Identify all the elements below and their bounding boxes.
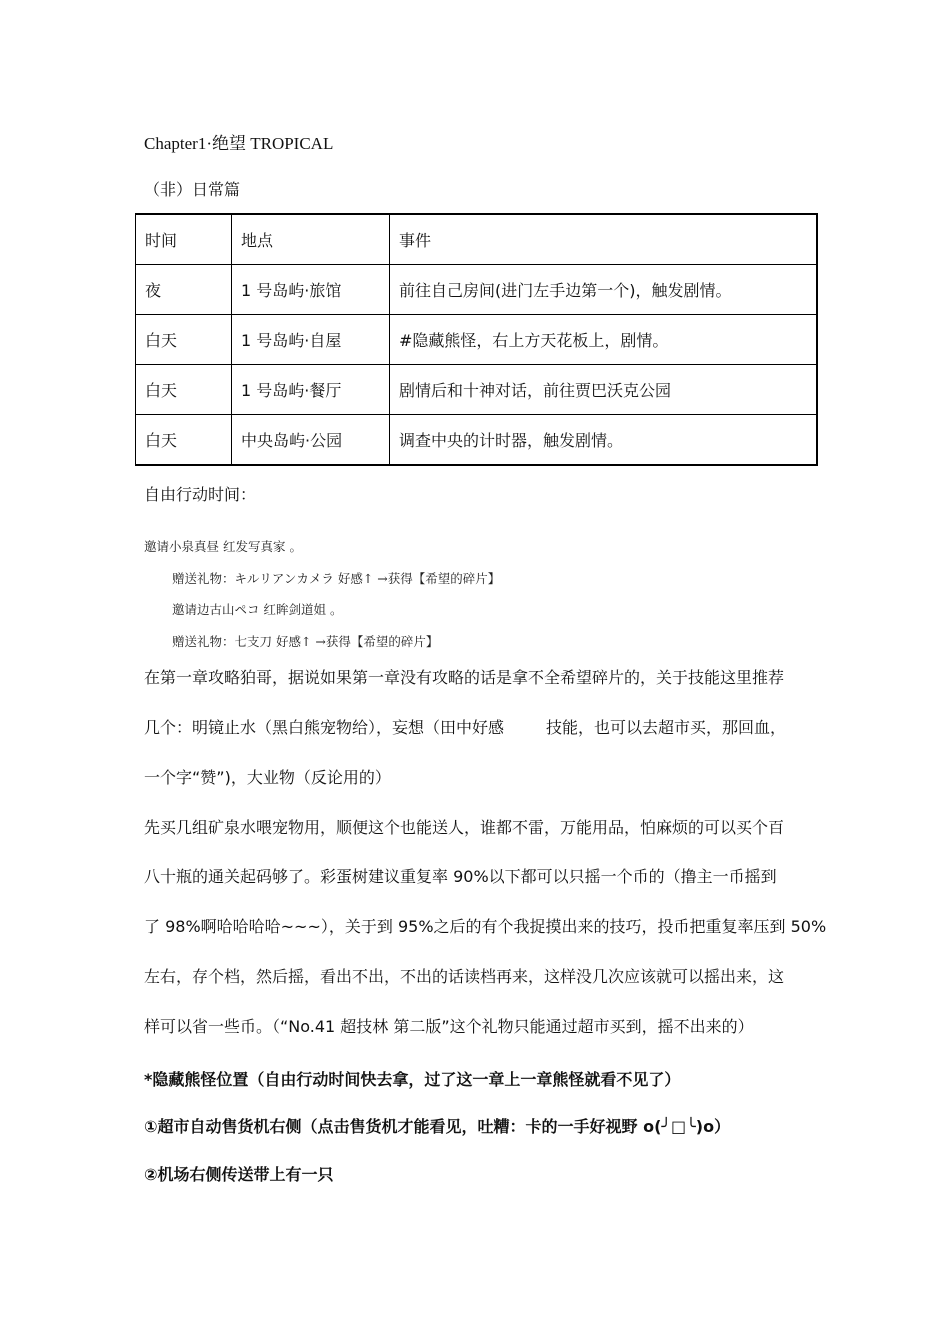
- paragraph-line: 了 98%啊哈哈哈哈~~~），关于到 95%之后的有个我捉摸出来的技巧，投币把重复率压到 50%: [144, 917, 827, 936]
- header-event: 事件: [390, 214, 818, 265]
- cell-location: 中央岛屿·公园: [232, 415, 390, 466]
- free-time-label: 自由行动时间：: [144, 485, 257, 504]
- cell-location: 1 号岛屿·餐厅: [232, 365, 390, 415]
- paragraph-line: 样可以省一些币。（“No.41 超技林 第二版”这个礼物只能通过超市买到，摇不出来的）: [144, 1017, 754, 1036]
- paragraph-line: 左右，存个档，然后摇，看出不出，不出的话读档再来，这样没几次应该就可以摇出来，这: [144, 967, 785, 986]
- cell-time: 夜: [136, 265, 232, 315]
- free-time-note: 邀请边古山ペコ 红眸剑道姐 。: [172, 602, 343, 617]
- paragraph-line: 在第一章攻略狛哥，据说如果第一章没有攻略的话是拿不全希望碎片的，关于技能这里推荐: [144, 668, 785, 687]
- table-row: [136, 365, 818, 415]
- section-subtitle: （非）日常篇: [144, 180, 241, 199]
- cell-time: 白天: [136, 315, 232, 365]
- cell-time: 白天: [136, 415, 232, 466]
- paragraph-line: 先买几组矿泉水喂宠物用，顺便这个也能送人，谁都不雷，万能用品，怕麻烦的可以买个百: [144, 818, 785, 837]
- paragraph-segment: 技能，也可以去超市买，那回血，: [546, 718, 787, 737]
- cell-event: 剧情后和十神对话，前往贾巴沃克公园: [390, 365, 818, 415]
- table-row: [136, 315, 818, 365]
- table-row: [136, 265, 818, 315]
- free-time-note: 邀请小泉真昼 红发写真家 。: [144, 539, 302, 554]
- chapter-title: Chapter1·绝望 TROPICAL: [144, 134, 334, 153]
- paragraph-line: [144, 715, 786, 738]
- cell-location: 1 号岛屿·自屋: [232, 315, 390, 365]
- paragraph-line: 八十瓶的通关起码够了。彩蛋树建议重复率 90%以下都可以只摇一个币的（撸主一币摇到: [144, 867, 777, 886]
- cell-location: 1 号岛屿·旅馆: [232, 265, 390, 315]
- free-time-note: 赠送礼物：七支刀 好感↑ →获得【希望的碎片】: [172, 634, 439, 649]
- cell-event: #隐藏熊怪，右上方天花板上，剧情。: [390, 315, 818, 365]
- header-location: 地点: [232, 214, 390, 265]
- hidden-bear-heading: *隐藏熊怪位置（自由行动时间快去拿，过了这一章上一章熊怪就看不见了）: [144, 1070, 681, 1089]
- table-header-row: [136, 214, 818, 265]
- cell-time: 白天: [136, 365, 232, 415]
- cell-event: 前往自己房间(进门左手边第一个)，触发剧情。: [390, 265, 818, 315]
- free-time-note: 赠送礼物：キルリアンカメラ 好感↑ →获得【希望的碎片】: [172, 571, 501, 586]
- hidden-bear-location: ②机场右侧传送带上有一只: [144, 1165, 334, 1184]
- hidden-bear-location: ①超市自动售货机右侧（点击售货机才能看见，吐糟：卡的一手好视野 o(╯□╰)o）: [144, 1117, 731, 1136]
- paragraph-line: 一个字“赞”)，大业物（反论用的）: [144, 768, 391, 787]
- table-row: [136, 415, 818, 466]
- cell-event: 调查中央的计时器，触发剧情。: [390, 415, 818, 466]
- header-time: 时间: [136, 214, 232, 265]
- paragraph-segment: 几个：明镜止水（黑白熊宠物给），妄想（田中好感: [144, 718, 505, 737]
- event-table: [135, 213, 818, 466]
